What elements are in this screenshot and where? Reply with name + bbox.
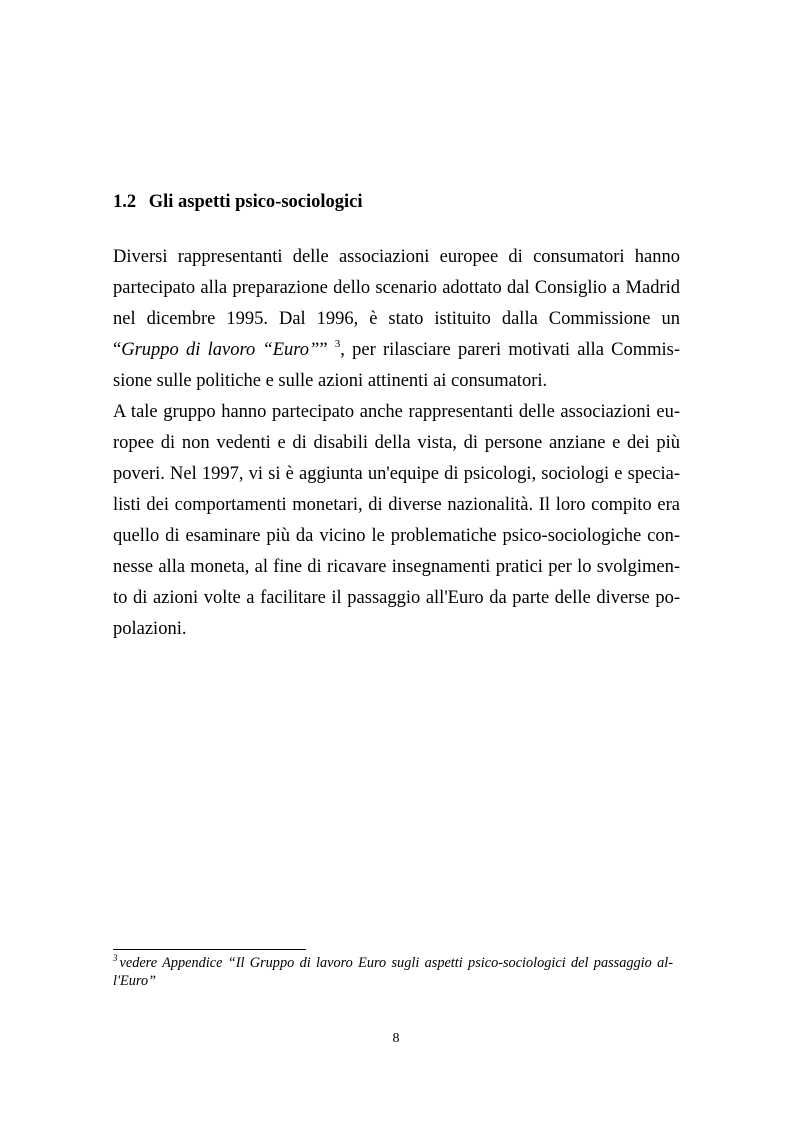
paragraph-line: to di azioni volte a facilitare il passaggio all'Euro da parte delle diverse po- [113,588,680,608]
paragraph-1 [113,242,680,397]
paragraph-line: quello di esaminare più da vicino le problematiche psico-sociologiche con- [113,526,680,546]
paragraph-line: sione sulle politiche e sulle azioni attinenti ai consumatori. [113,371,548,391]
paragraph-line: polazioni. [113,619,187,639]
footnote [113,954,673,990]
footnote-reference[interactable]: 3 [334,338,341,350]
body-text [113,242,680,645]
close-quote: ” [319,340,328,360]
footnote-number: 3 [113,953,118,963]
footnote-divider [113,949,306,950]
page-number: 8 [392,1031,400,1046]
paragraph-line: Diversi rappresentanti delle associazioni europee di consumatori hanno [113,247,680,267]
section-number: 1.2 [113,192,137,212]
section-heading [113,190,363,214]
paragraph-line: poveri. Nel 1997, vi si è aggiunta un'equipe di psicologi, sociologi e specia- [113,464,680,484]
paragraph-line: nesse alla moneta, al fine di ricavare insegnamenti pratici per lo svolgimen- [113,557,680,577]
paragraph-line: A tale gruppo hanno partecipato anche rappresentanti delle associazioni eu- [113,402,680,422]
footnote-line: l'Euro” [113,973,157,989]
paragraph-line-rest: , per rilasciare pareri motivati alla Commis- [340,340,680,360]
paragraph-line: listi dei comportamenti monetari, di diverse nazionalità. Il loro compito era [113,495,680,515]
footnote-text: vedere Appendice “Il Gruppo di lavoro Euro sugli aspetti psico-sociologici del passaggio al- [119,955,673,971]
paragraph-line: ropee di non vedenti e di disabili della vista, di persone anziane e dei più [113,433,680,453]
paragraph-line: nel dicembre 1995. Dal 1996, è stato istituito dalla Commissione un [113,309,680,329]
paragraph-line: partecipato alla preparazione dello scenario adottato dal Consiglio a Madrid [113,278,680,298]
working-group-name: Gruppo di lavoro “Euro” [121,340,320,360]
paragraph-2 [113,397,680,645]
section-title: Gli aspetti psico-sociologici [148,192,363,212]
paragraph-line [113,335,680,366]
footnote-line [113,954,673,972]
open-quote: “ [113,340,122,360]
